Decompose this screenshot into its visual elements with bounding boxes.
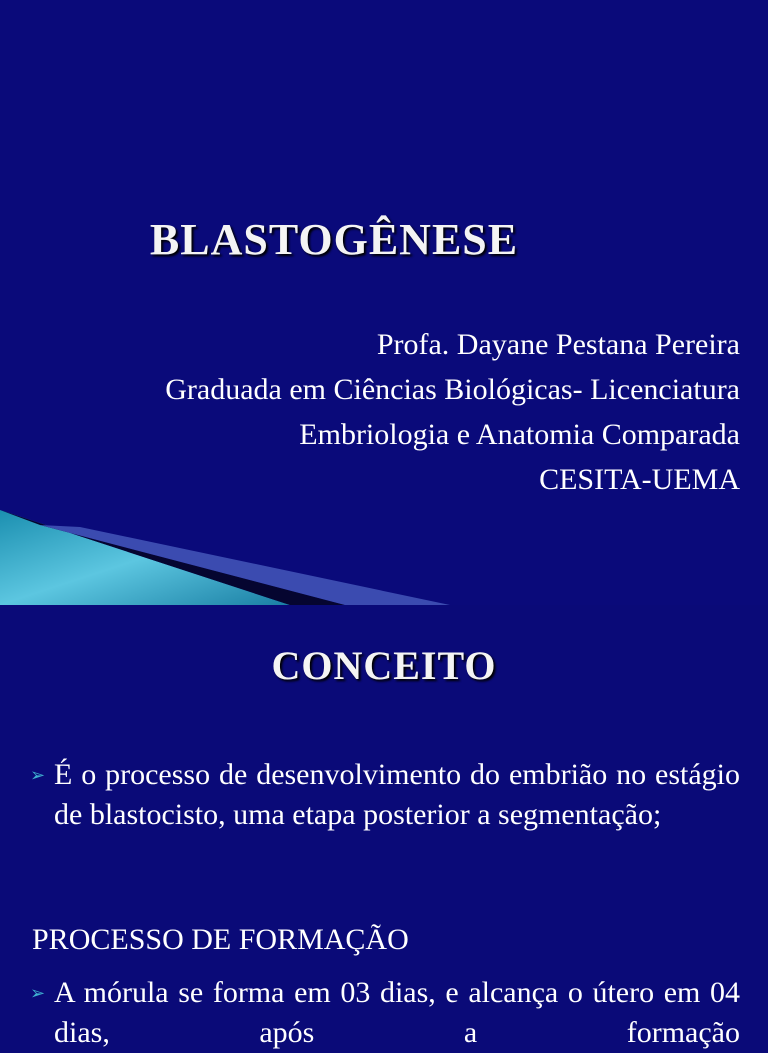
decorative-swoosh [0,505,768,605]
section-heading: PROCESSO DE FORMAÇÃO [32,923,409,956]
subtitle-line-course: Embriologia e Anatomia Comparada [299,418,740,451]
bullet-item-definition [30,755,740,835]
bullet-item-formation [30,973,740,1049]
subtitle-line-author: Profa. Dayane Pestana Pereira [376,328,740,361]
subtitle-line-institution: CESITA-UEMA [539,463,740,496]
bullet-text-definition: É o processo de desenvolvimento do embrião no estágio de blastocisto, uma etapa posterior a segmentação; [54,758,740,831]
arrow-bullet-icon: ➢ [30,765,46,785]
bullet-text-formation: A mórula se forma em 03 dias, e alcança o útero em 04 dias, após a formação [54,976,740,1049]
arrow-bullet-icon: ➢ [30,983,46,1003]
slide-2-title: CONCEITO [271,643,497,688]
slide-2 [0,605,768,1049]
subtitle-line-degree: Graduada em Ciências Biológicas- Licenciatura [165,373,740,406]
slide-1-subtitle [165,322,740,502]
slide-1-title: BLASTOGÊNESE [149,215,519,264]
